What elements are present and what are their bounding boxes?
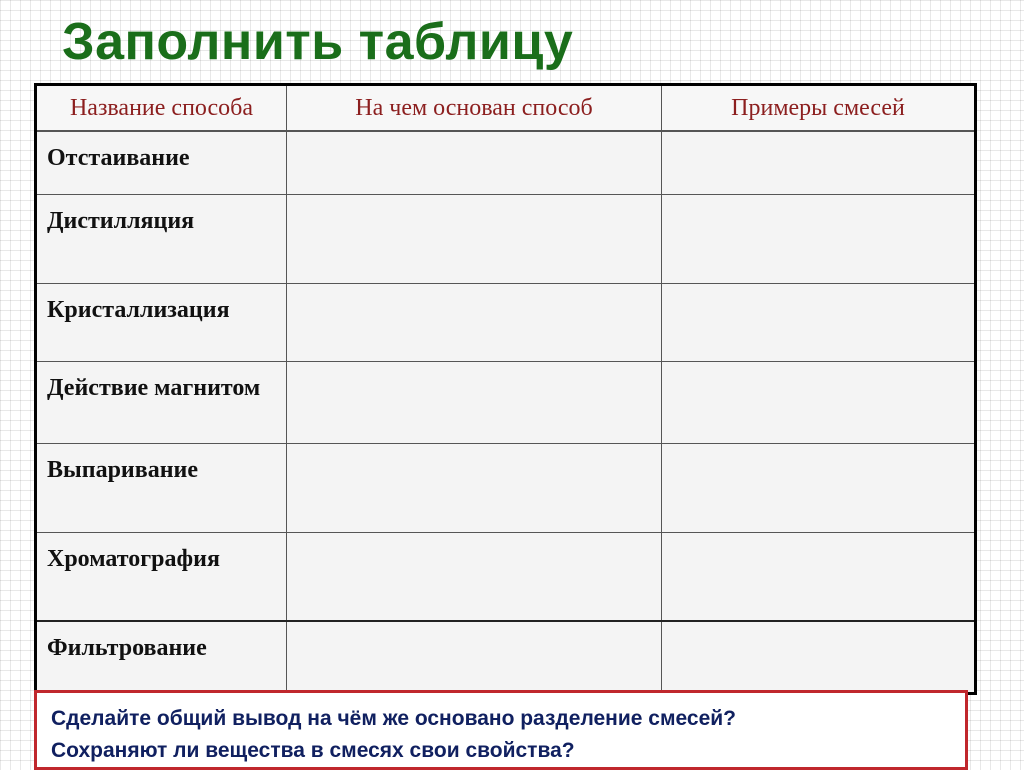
header-method-basis: На чем основан способ [287,85,662,132]
method-cell [36,361,287,443]
method-name: Действие магнитом [47,374,261,401]
examples-cell[interactable] [662,283,976,361]
table-row [36,532,976,621]
examples-cell[interactable] [662,532,976,621]
conclusion-question-1: Сделайте общий вывод на чём же основано разделение смесей? [51,707,737,730]
table-row [36,443,976,532]
method-cell [36,443,287,532]
separation-methods-table [34,83,977,695]
method-cell [36,283,287,361]
method-cell [36,194,287,283]
examples-cell[interactable] [662,194,976,283]
basis-cell[interactable] [287,361,662,443]
table-row [36,283,976,361]
method-cell [36,131,287,194]
method-name: Кристаллизация [47,296,230,323]
table-row [36,361,976,443]
method-name: Выпаривание [47,456,199,483]
table-row [36,131,976,194]
method-name: Дистилляция [47,207,195,234]
basis-cell[interactable] [287,443,662,532]
basis-cell[interactable] [287,283,662,361]
examples-cell[interactable] [662,621,976,693]
method-name: Отстаивание [47,145,190,171]
conclusion-question-2: Сохраняют ли вещества в смесях свои свойства? [51,739,575,762]
examples-cell[interactable] [662,361,976,443]
method-cell [36,621,287,693]
header-mixture-examples: Примеры смесей [662,85,976,132]
basis-cell[interactable] [287,131,662,194]
table-row [36,194,976,283]
method-name: Хроматография [47,545,220,572]
table-row [36,621,976,693]
slide-title: Заполнить таблицу [62,13,574,71]
basis-cell[interactable] [287,532,662,621]
method-cell [36,532,287,621]
basis-cell[interactable] [287,194,662,283]
header-method-name: Название способа [36,85,287,132]
method-name: Фильтрование [47,635,207,661]
basis-cell[interactable] [287,621,662,693]
examples-cell[interactable] [662,443,976,532]
examples-cell[interactable] [662,131,976,194]
table-header-row [36,85,976,132]
conclusion-box [34,690,968,770]
